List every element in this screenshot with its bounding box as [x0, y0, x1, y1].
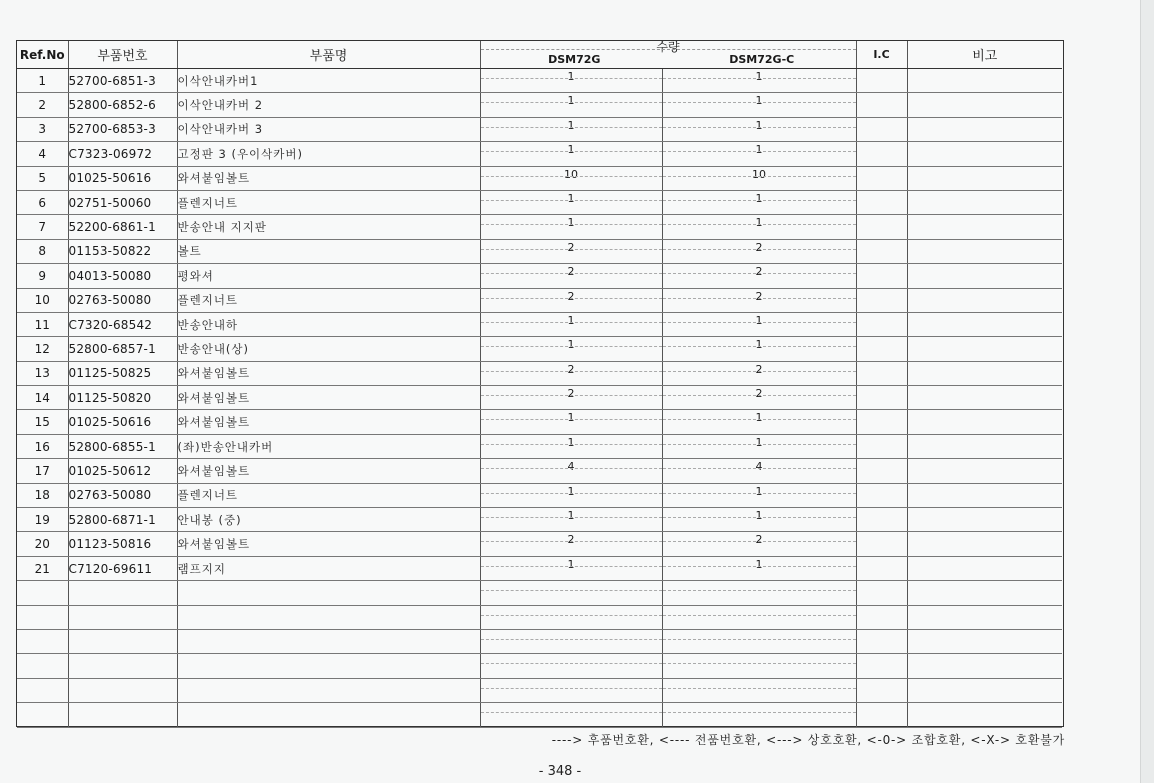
- ic-cell: [856, 386, 907, 410]
- qty-dsm72g-value: 1: [567, 313, 575, 327]
- parts-table: [17, 41, 1062, 728]
- part-number-cell: 01125-50820: [68, 386, 177, 410]
- table-row: [17, 93, 1062, 117]
- qty-dsm72g-c-cell: [662, 654, 856, 678]
- remarks-cell: [907, 312, 1062, 336]
- qty-dsm72g-cell: [480, 264, 662, 288]
- ref-no-cell: 6: [17, 190, 68, 214]
- qty-dsm72g-c-cell: [662, 142, 856, 166]
- empty-table-row: [17, 581, 1062, 605]
- qty-dsm72g-c-cell: [662, 459, 856, 483]
- ref-no-cell: [17, 654, 68, 678]
- table-row: [17, 459, 1062, 483]
- qty-dsm72g-cell: [480, 69, 662, 93]
- qty-dsm72g-cell: [480, 93, 662, 117]
- header-part-number: 부품번호: [68, 41, 177, 69]
- qty-dsm72g-cell: [480, 190, 662, 214]
- empty-table-row: [17, 605, 1062, 629]
- qty-dsm72g-cell: [480, 410, 662, 434]
- remarks-cell: [907, 629, 1062, 653]
- ref-no-cell: 17: [17, 459, 68, 483]
- qty-dsm72g-c-value: 2: [755, 387, 763, 401]
- qty-dsm72g-cell: [480, 386, 662, 410]
- ic-cell: [856, 190, 907, 214]
- qty-dsm72g-c-value: 1: [755, 70, 763, 83]
- part-number-cell: 01025-50616: [68, 410, 177, 434]
- remarks-cell: [907, 508, 1062, 532]
- qty-dsm72g-cell: [480, 166, 662, 190]
- qty-dsm72g-c-value: 2: [755, 289, 763, 303]
- ref-no-cell: 12: [17, 337, 68, 361]
- part-number-cell: 01025-50616: [68, 166, 177, 190]
- part-name-cell: 안내봉 (중): [177, 508, 480, 532]
- part-name-cell: [177, 629, 480, 653]
- part-number-cell: [68, 581, 177, 605]
- remarks-cell: [907, 532, 1062, 556]
- ref-no-cell: 14: [17, 386, 68, 410]
- qty-dsm72g-c-value: 1: [755, 509, 763, 523]
- remarks-cell: [907, 434, 1062, 458]
- ref-no-cell: 11: [17, 312, 68, 336]
- table-row: [17, 312, 1062, 336]
- part-number-cell: [68, 654, 177, 678]
- qty-dsm72g-c-cell: [662, 288, 856, 312]
- part-name-cell: [177, 581, 480, 605]
- qty-dsm72g-cell: [480, 508, 662, 532]
- qty-dsm72g-cell: [480, 459, 662, 483]
- qty-dsm72g-c-cell: [662, 483, 856, 507]
- ref-no-cell: 3: [17, 117, 68, 141]
- qty-dsm72g-c-cell: [662, 556, 856, 580]
- qty-dsm72g-c-cell: [662, 69, 856, 93]
- part-number-cell: 01025-50612: [68, 459, 177, 483]
- remarks-cell: [907, 117, 1062, 141]
- qty-dsm72g-value: 2: [567, 265, 575, 279]
- part-name-cell: 이삭안내카버 2: [177, 93, 480, 117]
- ref-no-cell: [17, 629, 68, 653]
- qty-dsm72g-c-value: 1: [755, 338, 763, 352]
- table-row: [17, 215, 1062, 239]
- ic-cell: [856, 434, 907, 458]
- qty-dsm72g-value: [481, 630, 662, 653]
- ic-cell: [856, 288, 907, 312]
- qty-dsm72g-c-cell: [662, 117, 856, 141]
- ref-no-cell: 5: [17, 166, 68, 190]
- remarks-cell: [907, 459, 1062, 483]
- part-name-cell: 와셔붙임볼트: [177, 459, 480, 483]
- part-name-cell: [177, 605, 480, 629]
- qty-dsm72g-value: 2: [567, 533, 575, 547]
- remarks-cell: [907, 703, 1062, 727]
- qty-dsm72g-c-cell: [662, 532, 856, 556]
- qty-dsm72g-value: 10: [564, 167, 578, 181]
- qty-dsm72g-c-value: [663, 703, 856, 726]
- remarks-cell: [907, 337, 1062, 361]
- table-row: [17, 166, 1062, 190]
- qty-dsm72g-c-cell: [662, 629, 856, 653]
- qty-dsm72g-c-value: 1: [755, 94, 763, 108]
- qty-dsm72g-cell: [480, 581, 662, 605]
- ic-cell: [856, 69, 907, 93]
- ic-cell: [856, 459, 907, 483]
- qty-dsm72g-c-value: 2: [755, 362, 763, 376]
- qty-dsm72g-c-cell: [662, 239, 856, 263]
- ref-no-cell: 15: [17, 410, 68, 434]
- part-name-cell: 와셔붙임볼트: [177, 166, 480, 190]
- ref-no-cell: 20: [17, 532, 68, 556]
- qty-dsm72g-cell: [480, 434, 662, 458]
- part-number-cell: 52700-6851-3: [68, 69, 177, 93]
- part-number-cell: 52800-6871-1: [68, 508, 177, 532]
- part-number-cell: 52700-6853-3: [68, 117, 177, 141]
- ref-no-cell: 21: [17, 556, 68, 580]
- qty-dsm72g-c-value: 2: [755, 533, 763, 547]
- ic-cell: [856, 556, 907, 580]
- qty-dsm72g-c-value: 1: [755, 216, 763, 230]
- table-row: [17, 386, 1062, 410]
- part-number-cell: 52800-6857-1: [68, 337, 177, 361]
- ic-cell: [856, 239, 907, 263]
- parts-list-sheet: [16, 40, 1064, 727]
- part-name-cell: 와셔붙임볼트: [177, 532, 480, 556]
- qty-dsm72g-value: 1: [567, 118, 575, 132]
- empty-table-row: [17, 654, 1062, 678]
- header-quantity: [480, 41, 856, 69]
- qty-dsm72g-c-value: 2: [755, 240, 763, 254]
- qty-dsm72g-cell: [480, 678, 662, 702]
- remarks-cell: [907, 190, 1062, 214]
- ref-no-cell: 13: [17, 361, 68, 385]
- qty-dsm72g-c-value: 1: [755, 484, 763, 498]
- qty-dsm72g-c-value: 1: [755, 411, 763, 425]
- part-number-cell: [68, 605, 177, 629]
- header-quantity-title: 수량: [656, 41, 680, 54]
- ref-no-cell: [17, 678, 68, 702]
- qty-dsm72g-c-cell: [662, 434, 856, 458]
- header-remarks: 비고: [907, 41, 1062, 69]
- table-row: [17, 288, 1062, 312]
- qty-dsm72g-c-cell: [662, 605, 856, 629]
- qty-dsm72g-c-value: 2: [755, 265, 763, 279]
- qty-dsm72g-value: 4: [567, 460, 575, 474]
- ic-cell: [856, 629, 907, 653]
- part-name-cell: 램프지지: [177, 556, 480, 580]
- header-model-dsm72g: DSM72G: [548, 53, 601, 66]
- empty-table-row: [17, 678, 1062, 702]
- remarks-cell: [907, 288, 1062, 312]
- qty-dsm72g-c-value: [663, 654, 856, 677]
- ref-no-cell: 10: [17, 288, 68, 312]
- header-model-columns: [481, 53, 856, 66]
- ic-cell: [856, 215, 907, 239]
- ref-no-cell: 18: [17, 483, 68, 507]
- part-name-cell: 반송안내(상): [177, 337, 480, 361]
- part-name-cell: 볼트: [177, 239, 480, 263]
- remarks-cell: [907, 581, 1062, 605]
- page-edge: [1140, 0, 1154, 783]
- ic-cell: [856, 142, 907, 166]
- ref-no-cell: 16: [17, 434, 68, 458]
- qty-dsm72g-value: 1: [567, 484, 575, 498]
- part-name-cell: 반송안내하: [177, 312, 480, 336]
- table-row: [17, 556, 1062, 580]
- qty-dsm72g-c-cell: [662, 581, 856, 605]
- part-name-cell: 플렌지너트: [177, 288, 480, 312]
- qty-dsm72g-c-cell: [662, 703, 856, 727]
- qty-dsm72g-value: 1: [567, 411, 575, 425]
- ref-no-cell: 1: [17, 69, 68, 93]
- remarks-cell: [907, 264, 1062, 288]
- qty-dsm72g-c-cell: [662, 215, 856, 239]
- qty-dsm72g-value: 2: [567, 289, 575, 303]
- header-ref-no: Ref.No: [17, 41, 68, 69]
- part-name-cell: 반송안내 지지판: [177, 215, 480, 239]
- qty-dsm72g-cell: [480, 483, 662, 507]
- qty-dsm72g-value: [481, 654, 662, 677]
- ic-cell: [856, 264, 907, 288]
- parts-table-body: [17, 69, 1062, 728]
- qty-dsm72g-cell: [480, 239, 662, 263]
- ic-cell: [856, 117, 907, 141]
- remarks-cell: [907, 93, 1062, 117]
- qty-dsm72g-value: [481, 606, 662, 629]
- ref-no-cell: 2: [17, 93, 68, 117]
- qty-dsm72g-value: 1: [567, 338, 575, 352]
- qty-dsm72g-value: 2: [567, 362, 575, 376]
- part-name-cell: 이삭안내카버 3: [177, 117, 480, 141]
- part-number-cell: C7120-69611: [68, 556, 177, 580]
- header-ic: I.C: [856, 41, 907, 69]
- part-number-cell: C7320-68542: [68, 312, 177, 336]
- qty-dsm72g-c-cell: [662, 190, 856, 214]
- ic-cell: [856, 532, 907, 556]
- header-model-dsm72g-c: DSM72G-C: [729, 53, 795, 66]
- remarks-cell: [907, 483, 1062, 507]
- ic-cell: [856, 483, 907, 507]
- part-number-cell: [68, 629, 177, 653]
- qty-dsm72g-cell: [480, 117, 662, 141]
- remarks-cell: [907, 678, 1062, 702]
- qty-dsm72g-c-value: 1: [755, 191, 763, 205]
- qty-dsm72g-value: 1: [567, 509, 575, 523]
- table-header-row: [17, 41, 1062, 69]
- page-number: - 348 -: [538, 764, 582, 779]
- qty-dsm72g-value: 1: [567, 143, 575, 157]
- qty-dsm72g-value: 2: [567, 387, 575, 401]
- qty-dsm72g-c-value: [663, 679, 856, 702]
- ic-cell: [856, 410, 907, 434]
- qty-dsm72g-cell: [480, 703, 662, 727]
- qty-dsm72g-c-value: 1: [755, 313, 763, 327]
- ref-no-cell: 8: [17, 239, 68, 263]
- header-part-name: 부품명: [177, 41, 480, 69]
- remarks-cell: [907, 239, 1062, 263]
- table-row: [17, 69, 1062, 93]
- table-row: [17, 190, 1062, 214]
- part-number-cell: 04013-50080: [68, 264, 177, 288]
- qty-dsm72g-c-value: 1: [755, 143, 763, 157]
- qty-dsm72g-value: 2: [567, 240, 575, 254]
- ic-cell: [856, 678, 907, 702]
- ic-cell: [856, 166, 907, 190]
- remarks-cell: [907, 142, 1062, 166]
- qty-dsm72g-cell: [480, 361, 662, 385]
- remarks-cell: [907, 69, 1062, 93]
- part-name-cell: [177, 678, 480, 702]
- qty-dsm72g-cell: [480, 556, 662, 580]
- part-name-cell: (좌)반송안내카버: [177, 434, 480, 458]
- remarks-cell: [907, 556, 1062, 580]
- part-name-cell: 와셔붙임볼트: [177, 361, 480, 385]
- qty-dsm72g-value: 1: [567, 94, 575, 108]
- qty-dsm72g-cell: [480, 654, 662, 678]
- ic-cell: [856, 93, 907, 117]
- part-number-cell: 52800-6852-6: [68, 93, 177, 117]
- part-number-cell: 01125-50825: [68, 361, 177, 385]
- qty-dsm72g-c-cell: [662, 312, 856, 336]
- part-number-cell: 02763-50080: [68, 483, 177, 507]
- ref-no-cell: 4: [17, 142, 68, 166]
- table-row: [17, 410, 1062, 434]
- qty-dsm72g-c-value: 1: [755, 557, 763, 571]
- ic-cell: [856, 654, 907, 678]
- qty-dsm72g-value: 1: [567, 191, 575, 205]
- qty-dsm72g-value: 1: [567, 435, 575, 449]
- part-number-cell: C7323-06972: [68, 142, 177, 166]
- table-row: [17, 532, 1062, 556]
- qty-dsm72g-c-cell: [662, 508, 856, 532]
- qty-dsm72g-cell: [480, 142, 662, 166]
- table-row: [17, 264, 1062, 288]
- part-name-cell: 이삭안내카버1: [177, 69, 480, 93]
- table-row: [17, 508, 1062, 532]
- part-number-cell: 02763-50080: [68, 288, 177, 312]
- table-row: [17, 483, 1062, 507]
- ref-no-cell: [17, 605, 68, 629]
- ref-no-cell: [17, 581, 68, 605]
- qty-dsm72g-c-value: [663, 581, 856, 604]
- part-name-cell: [177, 654, 480, 678]
- table-row: [17, 142, 1062, 166]
- qty-dsm72g-value: 1: [567, 216, 575, 230]
- part-name-cell: 평와셔: [177, 264, 480, 288]
- ic-cell: [856, 361, 907, 385]
- part-name-cell: 플렌지너트: [177, 483, 480, 507]
- remarks-cell: [907, 654, 1062, 678]
- ic-cell: [856, 703, 907, 727]
- qty-dsm72g-c-cell: [662, 410, 856, 434]
- qty-dsm72g-value: 1: [567, 70, 575, 83]
- qty-dsm72g-cell: [480, 215, 662, 239]
- qty-dsm72g-c-value: 1: [755, 118, 763, 132]
- qty-dsm72g-value: 1: [567, 557, 575, 571]
- table-row: [17, 239, 1062, 263]
- qty-dsm72g-c-value: 4: [755, 460, 763, 474]
- ref-no-cell: 7: [17, 215, 68, 239]
- qty-dsm72g-c-value: 1: [755, 435, 763, 449]
- remarks-cell: [907, 410, 1062, 434]
- table-row: [17, 361, 1062, 385]
- qty-dsm72g-c-value: 10: [752, 167, 766, 181]
- empty-table-row: [17, 629, 1062, 653]
- part-name-cell: 고정판 3 (우이삭카버): [177, 142, 480, 166]
- ic-cell: [856, 605, 907, 629]
- qty-dsm72g-c-cell: [662, 361, 856, 385]
- qty-dsm72g-value: [481, 581, 662, 604]
- part-name-cell: [177, 703, 480, 727]
- part-number-cell: [68, 678, 177, 702]
- part-number-cell: 01123-50816: [68, 532, 177, 556]
- qty-dsm72g-c-cell: [662, 337, 856, 361]
- qty-dsm72g-c-cell: [662, 264, 856, 288]
- qty-dsm72g-value: [481, 703, 662, 726]
- qty-dsm72g-c-value: [663, 606, 856, 629]
- remarks-cell: [907, 386, 1062, 410]
- table-row: [17, 117, 1062, 141]
- qty-dsm72g-cell: [480, 532, 662, 556]
- qty-dsm72g-cell: [480, 288, 662, 312]
- remarks-cell: [907, 361, 1062, 385]
- part-name-cell: 플렌지너트: [177, 190, 480, 214]
- compatibility-legend: ----> 후품번호환, <---- 전품번호환, <---> 상호호환, <-0-> 조합호환, <-X-> 호환불가: [551, 733, 1065, 747]
- ic-cell: [856, 337, 907, 361]
- qty-dsm72g-c-cell: [662, 166, 856, 190]
- remarks-cell: [907, 166, 1062, 190]
- empty-table-row: [17, 703, 1062, 727]
- qty-dsm72g-c-value: [663, 630, 856, 653]
- remarks-cell: [907, 605, 1062, 629]
- ic-cell: [856, 581, 907, 605]
- part-number-cell: 52800-6855-1: [68, 434, 177, 458]
- qty-dsm72g-c-cell: [662, 386, 856, 410]
- qty-dsm72g-cell: [480, 605, 662, 629]
- table-row: [17, 434, 1062, 458]
- ic-cell: [856, 312, 907, 336]
- ref-no-cell: 9: [17, 264, 68, 288]
- qty-dsm72g-c-cell: [662, 678, 856, 702]
- part-name-cell: 와셔붙임볼트: [177, 386, 480, 410]
- qty-dsm72g-cell: [480, 629, 662, 653]
- qty-dsm72g-c-cell: [662, 93, 856, 117]
- qty-dsm72g-cell: [480, 337, 662, 361]
- ref-no-cell: 19: [17, 508, 68, 532]
- table-row: [17, 337, 1062, 361]
- part-number-cell: 01153-50822: [68, 239, 177, 263]
- qty-dsm72g-value: [481, 679, 662, 702]
- part-number-cell: 02751-50060: [68, 190, 177, 214]
- ic-cell: [856, 508, 907, 532]
- part-name-cell: 와셔붙임볼트: [177, 410, 480, 434]
- part-number-cell: 52200-6861-1: [68, 215, 177, 239]
- part-number-cell: [68, 703, 177, 727]
- header-quantity-divider: [481, 49, 856, 50]
- qty-dsm72g-cell: [480, 312, 662, 336]
- remarks-cell: [907, 215, 1062, 239]
- ref-no-cell: [17, 703, 68, 727]
